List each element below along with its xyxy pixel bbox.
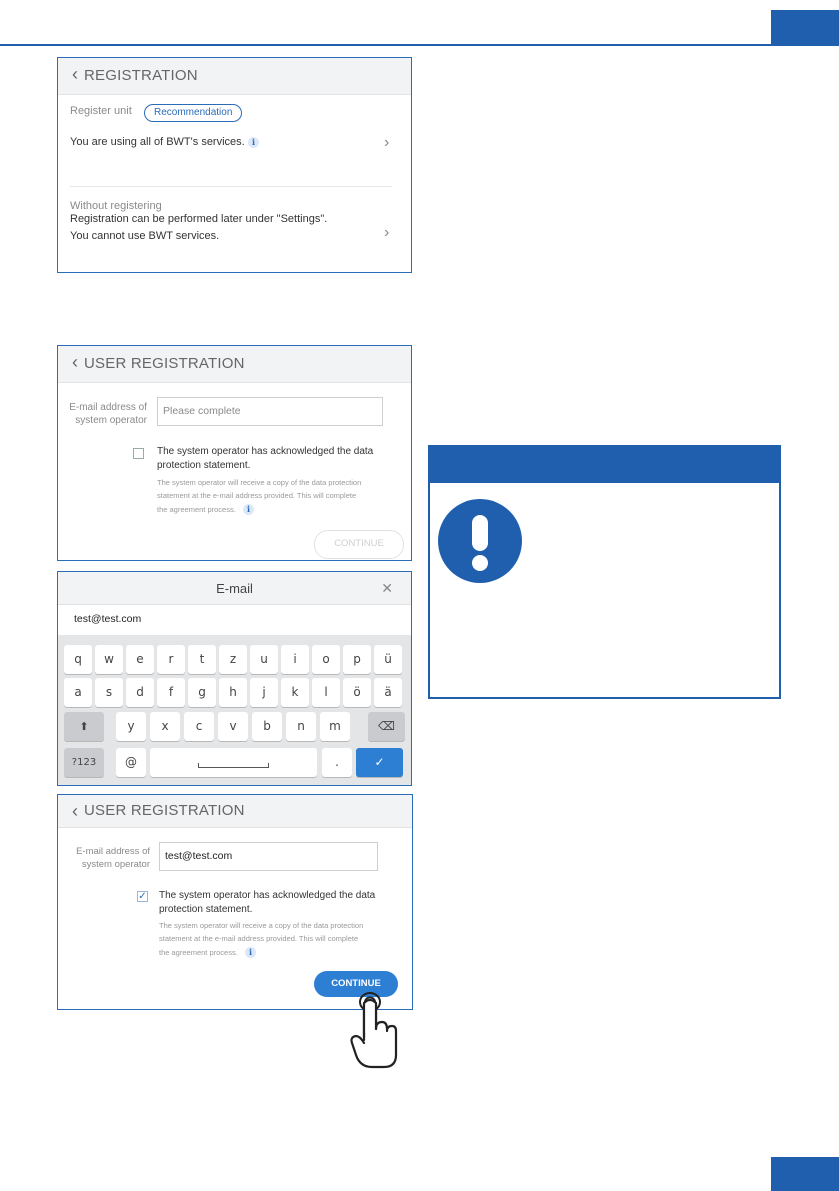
info-icon[interactable]: i xyxy=(243,504,254,515)
back-icon[interactable]: ‹ xyxy=(72,64,78,84)
key-row3-1[interactable]: x xyxy=(150,712,180,741)
continue-button-disabled[interactable]: CONTINUE xyxy=(314,530,404,559)
key-row2-8[interactable]: l xyxy=(312,678,340,707)
key-row2-5[interactable]: h xyxy=(219,678,247,707)
key-row2-9[interactable]: ö xyxy=(343,678,371,707)
note-line2: statement at the e-mail address provided. This will complete xyxy=(159,934,359,943)
keyboard-header xyxy=(58,572,411,605)
key-row2-3[interactable]: f xyxy=(157,678,185,707)
key-row3-3[interactable]: v xyxy=(218,712,248,741)
key-row3-0[interactable]: y xyxy=(116,712,146,741)
dot-key[interactable]: . xyxy=(322,748,352,777)
key-row2-2[interactable]: d xyxy=(126,678,154,707)
key-row1-1[interactable]: w xyxy=(95,645,123,674)
user-registration-empty-screen xyxy=(57,345,412,561)
space-key[interactable] xyxy=(150,748,317,777)
recommendation-badge: Recommendation xyxy=(144,104,242,122)
key-row1-8[interactable]: o xyxy=(312,645,340,674)
back-icon[interactable]: ‹ xyxy=(72,352,78,372)
register-unit-label: Register unit xyxy=(70,105,132,117)
key-row1-9[interactable]: p xyxy=(343,645,371,674)
email-input-value[interactable]: test@test.com xyxy=(74,613,142,625)
acknowledge-line2: protection statement. xyxy=(157,460,251,471)
email-label-line1: E-mail address of xyxy=(69,402,147,413)
email-label-line2: system operator xyxy=(75,415,147,426)
user-registration-filled-screen xyxy=(57,794,413,1010)
note-line2: statement at the e-mail address provided. This will complete xyxy=(157,491,357,500)
key-row2-0[interactable]: a xyxy=(64,678,92,707)
symbols-key[interactable]: ?123 xyxy=(64,748,104,777)
without-registering-label: Without registering xyxy=(70,200,162,212)
notice-box xyxy=(428,445,781,699)
note-line1: The system operator will receive a copy of the data protection xyxy=(159,921,364,930)
email-field[interactable]: test@test.com xyxy=(159,842,378,871)
key-row2-4[interactable]: g xyxy=(188,678,216,707)
confirm-key[interactable]: ✓ xyxy=(356,748,403,777)
header-rule xyxy=(0,44,839,46)
without-registering-line2: You cannot use BWT services. xyxy=(70,230,220,242)
back-icon[interactable]: ‹ xyxy=(72,801,78,821)
screen-title: REGISTRATION xyxy=(84,67,198,84)
continue-button[interactable]: CONTINUE xyxy=(314,971,398,997)
key-row2-7[interactable]: k xyxy=(281,678,309,707)
note-line3: the agreement process. xyxy=(159,948,238,957)
close-icon[interactable]: ✕ xyxy=(381,580,393,596)
note-line1: The system operator will receive a copy of the data protection xyxy=(157,478,362,487)
key-row1-5[interactable]: z xyxy=(219,645,247,674)
key-row3-2[interactable]: c xyxy=(184,712,214,741)
key-row1-2[interactable]: e xyxy=(126,645,154,674)
backspace-key[interactable]: ⌫ xyxy=(368,712,405,741)
key-row3-5[interactable]: n xyxy=(286,712,316,741)
screen-title: USER REGISTRATION xyxy=(84,802,245,819)
chevron-right-icon: › xyxy=(384,224,390,241)
email-field[interactable]: Please complete xyxy=(157,397,383,426)
key-row2-6[interactable]: j xyxy=(250,678,278,707)
info-icon[interactable]: i xyxy=(245,947,256,958)
acknowledge-checkbox-checked[interactable]: ✓ xyxy=(138,891,147,902)
key-row3-4[interactable]: b xyxy=(252,712,282,741)
hand-pointer-icon xyxy=(350,985,404,1070)
key-row2-10[interactable]: ä xyxy=(374,678,402,707)
key-row1-7[interactable]: i xyxy=(281,645,309,674)
page-number-box xyxy=(771,1157,839,1191)
email-label-line1: E-mail address of xyxy=(76,846,150,857)
key-row3-6[interactable]: m xyxy=(320,712,350,741)
services-text: You are using all of BWT's services. xyxy=(70,136,245,148)
without-registering-line1: Registration can be performed later under "Settings". xyxy=(70,213,328,225)
acknowledge-line1: The system operator has acknowledged the data xyxy=(157,446,374,457)
exclamation-icon xyxy=(438,499,522,583)
key-row2-1[interactable]: s xyxy=(95,678,123,707)
registration-screen xyxy=(57,57,412,273)
screen-header xyxy=(58,795,412,828)
email-keyboard-screen xyxy=(57,571,412,786)
acknowledge-checkbox[interactable] xyxy=(133,448,144,459)
header-tab xyxy=(771,10,839,46)
space-bar-icon xyxy=(198,763,269,768)
acknowledge-line2: protection statement. xyxy=(159,904,253,915)
screen-header xyxy=(58,346,411,383)
key-row1-10[interactable]: ü xyxy=(374,645,402,674)
chevron-right-icon: › xyxy=(384,134,390,151)
notice-header-bar xyxy=(430,447,779,483)
acknowledge-line1: The system operator has acknowledged the data xyxy=(159,890,376,901)
screen-header xyxy=(58,58,411,95)
email-label-line2: system operator xyxy=(81,859,150,870)
key-row1-3[interactable]: r xyxy=(157,645,185,674)
shift-key[interactable]: ⬆ xyxy=(64,712,104,741)
key-row1-0[interactable]: q xyxy=(64,645,92,674)
keyboard xyxy=(58,635,411,785)
key-row1-4[interactable]: t xyxy=(188,645,216,674)
info-icon[interactable]: i xyxy=(248,137,259,148)
note-line3: the agreement process. xyxy=(157,505,236,514)
key-row1-6[interactable]: u xyxy=(250,645,278,674)
at-key[interactable]: @ xyxy=(116,748,146,777)
keyboard-title: E-mail xyxy=(216,581,253,596)
screen-title: USER REGISTRATION xyxy=(84,355,245,372)
divider xyxy=(70,186,392,187)
